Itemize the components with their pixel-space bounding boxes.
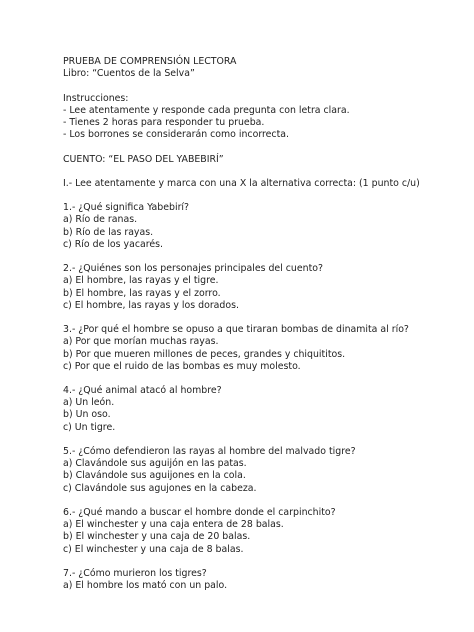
answer-option: b) Río de las rayas.: [63, 226, 154, 238]
answer-option: c) Río de los yacarés.: [63, 238, 164, 250]
answer-option: a) Un león.: [63, 397, 115, 409]
answer-option: c) El winchester y una caja de 8 balas.: [63, 543, 244, 555]
question-4: [63, 385, 463, 434]
book-title: Libro: “Cuentos de la Selva”: [63, 68, 195, 80]
question-1: [63, 202, 463, 251]
question-text: 2.- ¿Quiénes son los personajes principales del cuento?: [63, 263, 323, 275]
question-text: 7.- ¿Cómo murieron los tigres?: [63, 567, 207, 579]
document-header: [63, 56, 463, 80]
document-body: [63, 56, 463, 592]
answer-option: a) El hombre, las rayas y el tigre.: [63, 275, 219, 287]
document-title: PRUEBA DE COMPRENSIÓN LECTORA: [63, 56, 237, 67]
answer-option: a) Río de ranas.: [63, 214, 138, 226]
answer-option: a) Clavándole sus aguijón en las patas.: [63, 458, 247, 470]
instruction-item: - Lee atentamente y responde cada pregunta con letra clara.: [63, 104, 350, 116]
answer-option: a) El hombre los mató con un palo.: [63, 580, 228, 592]
story-label: CUENTO: “EL PASO DEL YABEBIRÍ”: [63, 153, 224, 165]
answer-option: c) Un tigre.: [63, 421, 116, 433]
question-3: [63, 324, 463, 373]
answer-option: c) Por que el ruido de las bombas es muy molesto.: [63, 360, 301, 372]
section-instruction: I.- Lee atentamente y marca con una X la alternativa correcta: (1 punto c/u): [63, 177, 420, 189]
question-5: [63, 446, 463, 495]
answer-option: b) Por que mueren millones de peces, grandes y chiquititos.: [63, 348, 346, 360]
answer-option: b) El hombre, las rayas y el zorro.: [63, 287, 221, 299]
answer-option: c) Clavándole sus agujones en la cabeza.: [63, 482, 257, 494]
question-text: 5.- ¿Cómo defendieron las rayas al hombre del malvado tigre?: [63, 446, 356, 457]
question-2: [63, 263, 463, 312]
instruction-item: - Los borrones se considerarán como incorrecta.: [63, 129, 289, 141]
answer-option: a) Por que morían muchas rayas.: [63, 336, 219, 348]
instruction-item: - Tienes 2 horas para responder tu prueba.: [63, 116, 265, 128]
question-6: [63, 507, 463, 556]
answer-option: c) El hombre, las rayas y los dorados.: [63, 299, 239, 311]
answer-option: b) Clavándole sus aguijones en la cola.: [63, 470, 246, 482]
question-7: [63, 568, 463, 592]
question-text: 3.- ¿Por qué el hombre se opuso a que tiraran bombas de dinamita al río?: [63, 324, 409, 336]
question-text: 1.- ¿Qué significa Yabebirí?: [63, 202, 190, 214]
instructions-heading: Instrucciones:: [63, 92, 129, 104]
instructions-block: [63, 93, 463, 142]
answer-option: a) El winchester y una caja entera de 28 balas.: [63, 519, 284, 531]
question-text: 6.- ¿Qué mando a buscar el hombre donde el carpinchito?: [63, 506, 336, 518]
answer-option: b) El winchester y una caja de 20 balas.: [63, 531, 251, 543]
question-text: 4.- ¿Qué animal atacó al hombre?: [63, 385, 222, 397]
answer-option: b) Un oso.: [63, 409, 111, 421]
